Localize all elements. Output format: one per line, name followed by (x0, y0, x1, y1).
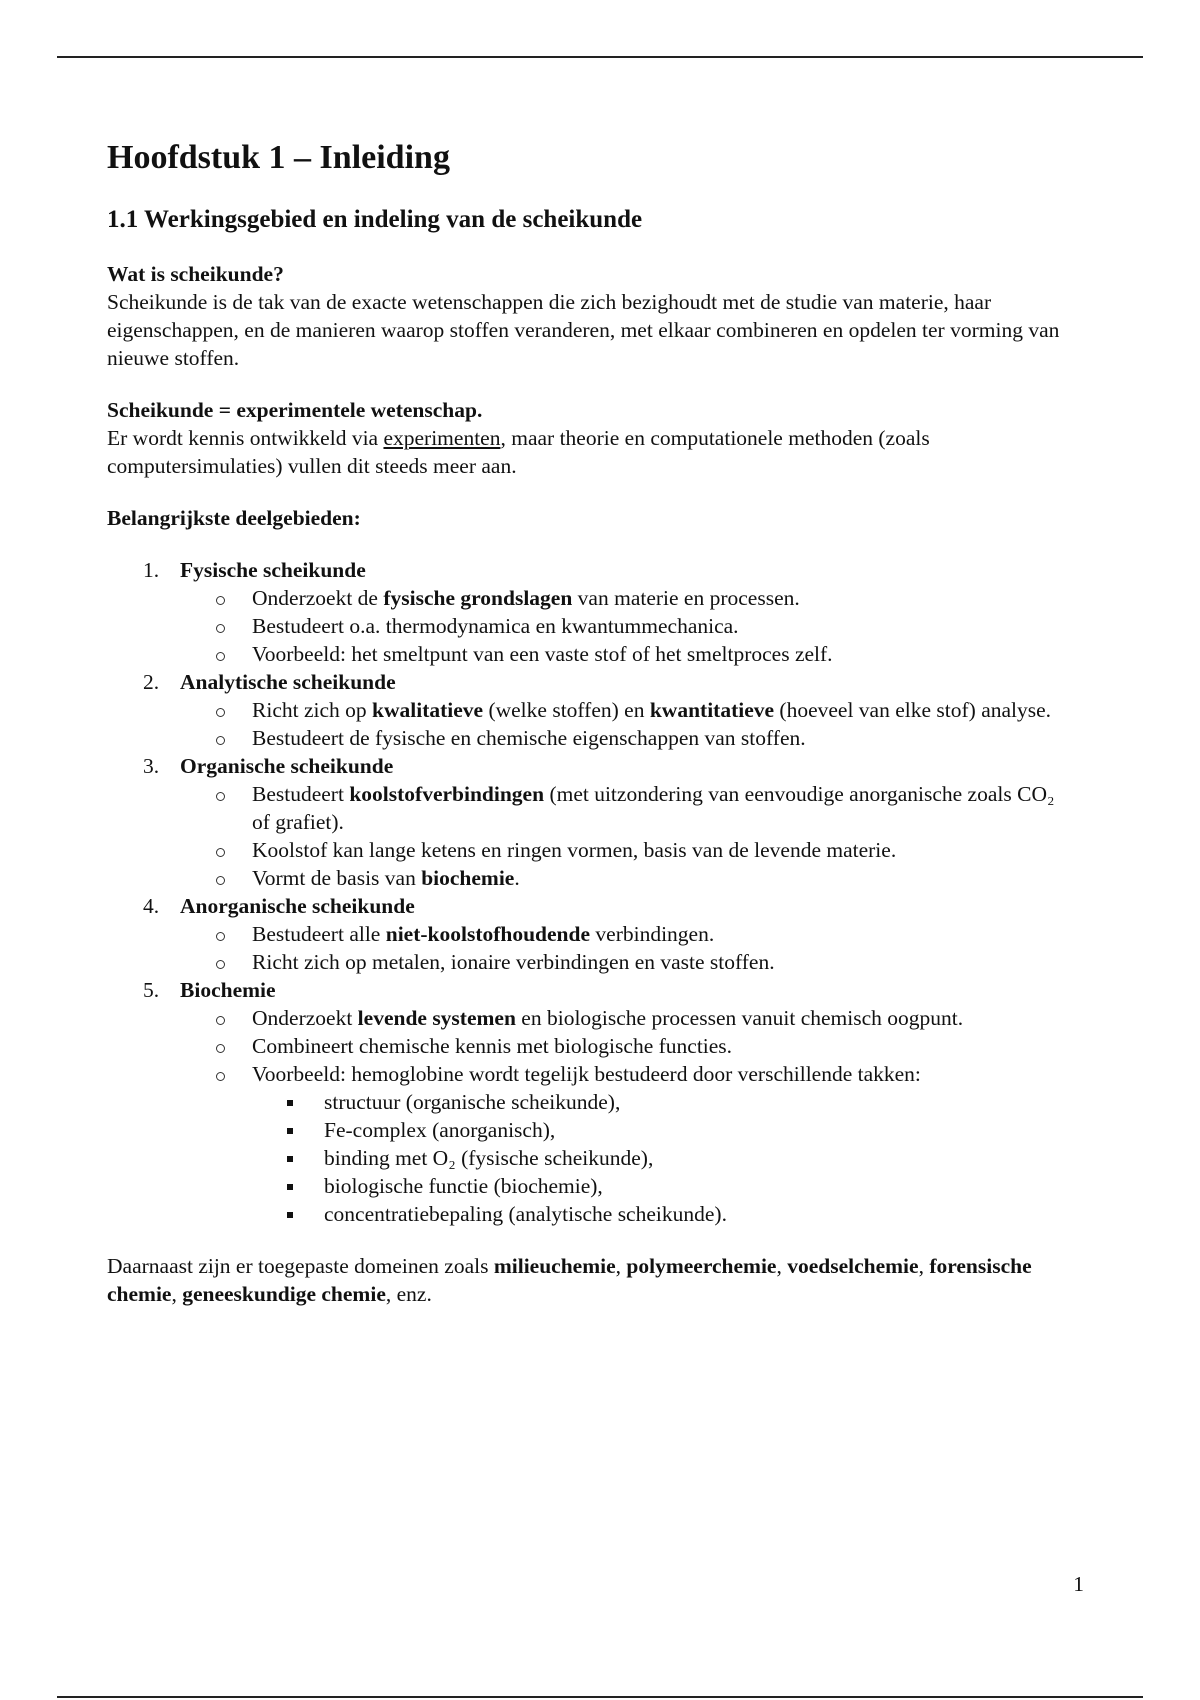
sub-point: Bestudeert o.a. thermodynamica en kwantummechanica. (180, 612, 1072, 640)
list-item-biochemie (107, 976, 1072, 1228)
sub-point: Richt zich op metalen, ionaire verbindingen en vaste stoffen. (180, 948, 1072, 976)
circle-bullet-icon (216, 792, 225, 801)
list-item-title: Anorganische scheikunde (180, 894, 415, 918)
circle-bullet-icon (216, 624, 225, 633)
sub-sub-point: Fe-complex (anorganisch), (252, 1116, 1072, 1144)
wat-is-heading: Wat is scheikunde? (107, 262, 284, 286)
experimenteel-heading: Scheikunde = experimentele wetenschap. (107, 398, 483, 422)
page-number: 1 (1073, 1572, 1084, 1596)
list-item-organische-scheikunde (107, 752, 1072, 892)
square-bullet-icon (287, 1156, 293, 1162)
list-item-title: Analytische scheikunde (180, 670, 396, 694)
wat-is-text: Scheikunde is de tak van de exacte wetenschappen die zich bezighoudt met de studie van materie, haar eigenschappen, en de manieren waarop stoffen veranderen, met elkaar combineren en opdelen ter vorming van nieuwe stoffen. (107, 290, 1060, 370)
bottom-rule (57, 1696, 1143, 1698)
list-number: 2. (143, 670, 160, 694)
sub-point: Combineert chemische kennis met biologische functies. (180, 1032, 1072, 1060)
list-item-title: Organische scheikunde (180, 754, 394, 778)
circle-bullet-icon (216, 876, 225, 885)
circle-bullet-icon (216, 1016, 225, 1025)
square-bullet-icon (287, 1184, 293, 1190)
sub-point: Richt zich op kwalitatieve (welke stoffen) en kwantitatieve (hoeveel van elke stof) analyse. (180, 696, 1072, 724)
list-item-title: Biochemie (180, 978, 276, 1002)
square-bullet-icon (287, 1100, 293, 1106)
circle-bullet-icon (216, 652, 225, 661)
sub-point: Vormt de basis van biochemie. (180, 864, 1072, 892)
sub-sub-point: biologische functie (biochemie), (252, 1172, 1072, 1200)
sub-sub-point: structuur (organische scheikunde), (252, 1088, 1072, 1116)
closing-paragraph: Daarnaast zijn er toegepaste domeinen zoals milieuchemie, polymeerchemie, voedselchemie, forensische chemie, geneeskundige chemie, enz. (107, 1254, 1032, 1306)
square-bullet-icon (287, 1212, 293, 1218)
circle-bullet-icon (216, 596, 225, 605)
list-number: 1. (143, 558, 160, 582)
sub-point: Koolstof kan lange ketens en ringen vormen, basis van de levende materie. (180, 836, 1072, 864)
deelgebieden-list (107, 556, 1072, 1228)
wat-is-block (107, 260, 1072, 372)
circle-bullet-icon (216, 848, 225, 857)
top-rule (57, 56, 1143, 58)
sub-point: Voorbeeld: hemoglobine wordt tegelijk bestudeerd door verschillende takken: structuur (organische scheikunde), Fe-complex (anorganisch), binding met O₂ (fysische scheikunde), biologische functie (biochemie), concentratiebepaling (analytische scheikunde). (180, 1060, 1072, 1228)
sub-point: Bestudeert alle niet-koolstofhoudende verbindingen. (180, 920, 1072, 948)
sub-point: Onderzoekt de fysische grondslagen van materie en processen. (180, 584, 1072, 612)
circle-bullet-icon (216, 736, 225, 745)
list-number: 4. (143, 894, 160, 918)
list-item-title: Fysische scheikunde (180, 558, 366, 582)
sub-point: Voorbeeld: het smeltpunt van een vaste stof of het smeltproces zelf. (180, 640, 1072, 668)
deelgebieden-block (107, 504, 1072, 1228)
circle-bullet-icon (216, 1072, 225, 1081)
sub-point: Bestudeert de fysische en chemische eigenschappen van stoffen. (180, 724, 1072, 752)
section-title: 1.1 Werkingsgebied en indeling van de scheikunde (107, 206, 643, 233)
sub-point: Bestudeert koolstofverbindingen (met uitzondering van eenvoudige anorganische zoals CO₂ of grafiet). (180, 780, 1072, 836)
circle-bullet-icon (216, 708, 225, 717)
sub-point: Onderzoekt levende systemen en biologische processen vanuit chemisch oogpunt. (180, 1004, 1072, 1032)
chapter-title: Hoofdstuk 1 – Inleiding (107, 139, 450, 176)
list-item-anorganische-scheikunde (107, 892, 1072, 976)
sub-sub-point: concentratiebepaling (analytische scheikunde). (252, 1200, 1072, 1228)
circle-bullet-icon (216, 1044, 225, 1053)
list-item-analytische-scheikunde (107, 668, 1072, 752)
sub-sub-point: binding met O₂ (fysische scheikunde), (252, 1144, 1072, 1172)
experimenten-underlined: experimenten (383, 426, 501, 450)
circle-bullet-icon (216, 932, 225, 941)
experimenteel-text: Er wordt kennis ontwikkeld via experimenten, maar theorie en computationele methoden (zoals computersimulaties) vullen dit steeds meer aan. (107, 426, 930, 478)
list-number: 5. (143, 978, 160, 1002)
deelgebieden-heading: Belangrijkste deelgebieden: (107, 506, 361, 530)
list-item-fysische-scheikunde (107, 556, 1072, 668)
square-bullet-icon (287, 1128, 293, 1134)
list-number: 3. (143, 754, 160, 778)
experimenteel-block (107, 396, 1072, 480)
circle-bullet-icon (216, 960, 225, 969)
document-body (107, 136, 1072, 1308)
